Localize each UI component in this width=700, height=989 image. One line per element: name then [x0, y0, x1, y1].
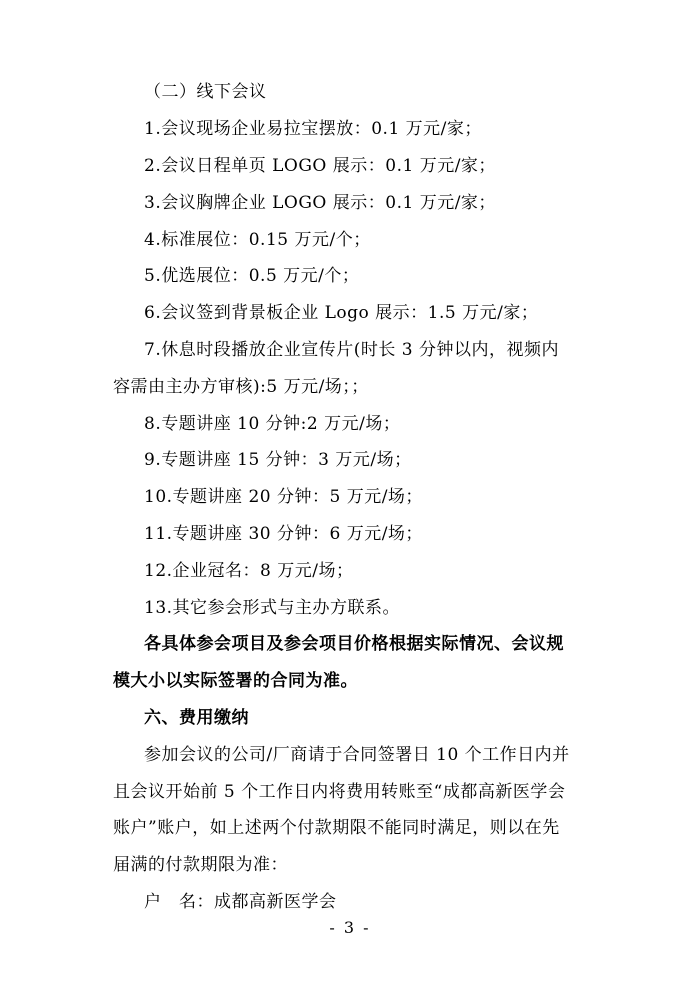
fee-paragraph-line4: 届满的付款期限为准：	[113, 855, 288, 875]
list-item: 1.会议现场企业易拉宝摆放：0.1 万元/家；	[144, 119, 482, 139]
fee-paragraph-line2: 且会议开始前 5 个工作日内将费用转账至“成都高新医学会	[113, 782, 566, 802]
section-offline-title: （二）线下会议	[144, 82, 267, 102]
note-line1: 各具体参会项目及参会项目价格根据实际情况、会议规	[144, 634, 564, 654]
section-fee-title: 六、费用缴纳	[144, 708, 249, 728]
list-item: 8.专题讲座 10 分钟:2 万元/场；	[144, 414, 401, 434]
list-item: 6.会议签到背景板企业 Logo 展示：1.5 万元/家；	[144, 303, 539, 323]
note-line2: 模大小以实际签署的合同为准。	[113, 671, 358, 691]
list-item: 2.会议日程单页 LOGO 展示：0.1 万元/家；	[144, 156, 496, 176]
list-item: 10.专题讲座 20 分钟：5 万元/场；	[144, 487, 423, 507]
list-item: 5.优选展位：0.5 万元/个；	[144, 266, 360, 286]
list-item: 9.专题讲座 15 分钟：3 万元/场；	[144, 450, 412, 470]
list-item: 4.标准展位：0.15 万元/个；	[144, 230, 371, 250]
account-name: 户 名：成都高新医学会	[144, 892, 337, 912]
list-item-7-line1: 7.休息时段播放企业宣传片(时长 3 分钟以内，视频内	[144, 340, 559, 360]
fee-paragraph-line3: 账户”账户，如上述两个付款期限不能同时满足，则以在先	[113, 818, 560, 838]
list-item: 3.会议胸牌企业 LOGO 展示：0.1 万元/家；	[144, 193, 496, 213]
fee-paragraph-line1: 参加会议的公司/厂商请于合同签署日 10 个工作日内并	[144, 745, 570, 765]
list-item-7-line2: 容需由主办方审核):5 万元/场；；	[113, 377, 369, 397]
list-item: 12.企业冠名：8 万元/场；	[144, 561, 354, 581]
list-item: 11.专题讲座 30 分钟：6 万元/场；	[144, 524, 423, 544]
list-item: 13.其它参会形式与主办方联系。	[144, 598, 401, 618]
page-number: - 3 -	[329, 918, 371, 937]
